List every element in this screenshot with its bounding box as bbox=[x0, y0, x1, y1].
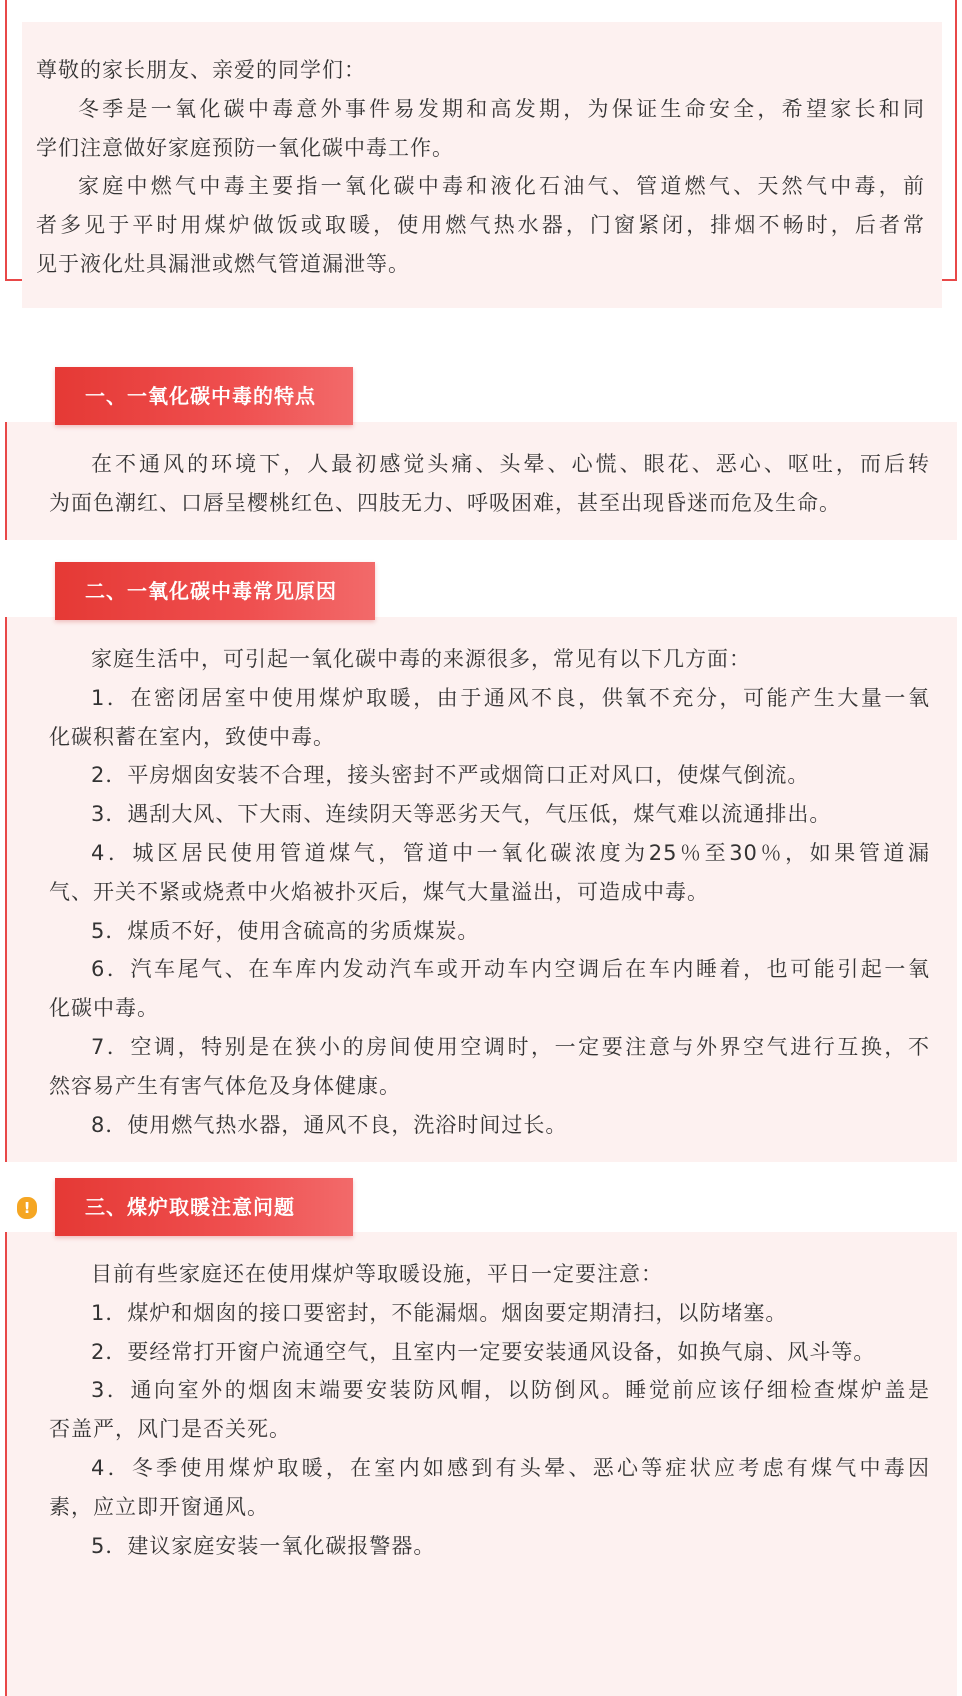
section-2-paragraph-7-line-1: 6．汽车尾气、在车库内发动汽车或开动车内空调后在车内睡着，也可能引起一氧 bbox=[91, 957, 930, 982]
section-3-paragraph-3-line-1: 2．要经常打开窗户流通空气，且室内一定要安装通风设备，如换气扇、风斗等。 bbox=[91, 1339, 876, 1364]
intro-paragraph-2-line-3: 见于液化灶具漏泄或燃气管道漏泄等。 bbox=[36, 251, 410, 276]
section-2-paragraph-2-line-2: 化碳积蓄在室内，致使中毒。 bbox=[49, 724, 335, 749]
section-1-paragraph-1-line-1: 在不通风的环境下，人最初感觉头痛、头晕、心慌、眼花、恶心、呕吐，而后转 bbox=[91, 452, 930, 476]
intro-paragraph-1-line-1: 冬季是一氧化碳中毒意外事件易发期和高发期，为保证生命安全，希望家长和同 bbox=[78, 96, 925, 121]
section-3-paragraph-4-line-2: 否盖严，风门是否关死。 bbox=[49, 1417, 291, 1442]
intro-paragraph-2-line-2: 者多见于平时用煤炉做饭或取暖，使用燃气热水器，门窗紧闭，排烟不畅时，后者常 bbox=[36, 213, 925, 238]
section-1-paragraph-1-line-2: 为面色潮红、口唇呈樱桃红色、四肢无力、呼吸困难，甚至出现昏迷而危及生命。 bbox=[49, 490, 841, 515]
section-2-title: 二、一氧化碳中毒常见原因 bbox=[55, 562, 375, 620]
frame-line-right bbox=[955, 0, 957, 281]
section-2-paragraph-8-line-2: 然容易产生有害气体危及身体健康。 bbox=[49, 1073, 401, 1098]
greeting: 尊敬的家长朋友、亲爱的同学们： bbox=[36, 58, 366, 82]
section-2-body bbox=[5, 617, 957, 1162]
section-3-paragraph-5-line-2: 素，应立即开窗通风。 bbox=[49, 1494, 269, 1519]
section-2-paragraph-1-line-1: 家庭生活中，可引起一氧化碳中毒的来源很多，常见有以下几方面： bbox=[91, 647, 751, 671]
section-2-paragraph-8-line-1: 7．空调，特别是在狭小的房间使用空调时，一定要注意与外界空气进行互换，不 bbox=[91, 1034, 930, 1059]
section-3-paragraph-6-line-1: 5．建议家庭安装一氧化碳报警器。 bbox=[91, 1533, 436, 1558]
section-2-paragraphs bbox=[49, 640, 930, 1144]
section-2-paragraph-3-line-1: 2．平房烟囱安装不合理，接头密封不严或烟筒口正对风口，使煤气倒流。 bbox=[91, 763, 810, 788]
intro-paragraph-1-line-2: 学们注意做好家庭预防一氧化碳中毒工作。 bbox=[36, 135, 454, 160]
section-1-title: 一、一氧化碳中毒的特点 bbox=[55, 367, 353, 425]
intro-paragraph-2-line-1: 家庭中燃气中毒主要指一氧化碳中毒和液化石油气、管道燃气、天然气中毒，前 bbox=[78, 174, 925, 199]
frame-line-left-foot bbox=[5, 279, 22, 281]
warning-icon: ! bbox=[17, 1197, 37, 1219]
section-2-paragraph-5-line-1: 4．城区居民使用管道煤气，管道中一氧化碳浓度为25％至30％，如果管道漏 bbox=[91, 840, 930, 865]
section-3-paragraph-4-line-1: 3．通向室外的烟囱末端要安装防风帽，以防倒风。睡觉前应该仔细检查煤炉盖是 bbox=[91, 1378, 930, 1403]
section-3-paragraph-5-line-1: 4．冬季使用煤炉取暖，在室内如感到有头晕、恶心等症状应考虑有煤气中毒因 bbox=[91, 1455, 930, 1480]
intro-panel bbox=[22, 22, 942, 308]
section-2-paragraph-5-line-2: 气、开关不紧或烧煮中火焰被扑灭后，煤气大量溢出，可造成中毒。 bbox=[49, 879, 709, 904]
section-2-paragraph-4-line-1: 3．遇刮大风、下大雨、连续阴天等恶劣天气，气压低，煤气难以流通排出。 bbox=[91, 802, 832, 827]
section-3-title: 三、煤炉取暖注意问题 bbox=[55, 1178, 353, 1236]
frame-line-left bbox=[5, 0, 7, 281]
section-2-paragraph-9-line-1: 8．使用燃气热水器，通风不良，洗浴时间过长。 bbox=[91, 1112, 568, 1137]
section-2-paragraph-7-line-2: 化碳中毒。 bbox=[49, 996, 159, 1021]
section-3-paragraph-2-line-1: 1．煤炉和烟囱的接口要密封，不能漏烟。烟囱要定期清扫，以防堵塞。 bbox=[91, 1300, 788, 1325]
section-1-body bbox=[5, 422, 957, 540]
section-3-paragraphs bbox=[49, 1255, 930, 1565]
intro-paragraphs bbox=[36, 90, 925, 284]
section-3-body bbox=[5, 1232, 957, 1696]
frame-line-right-foot bbox=[942, 279, 957, 281]
section-1-paragraphs bbox=[49, 445, 930, 523]
section-2-paragraph-2-line-1: 1．在密闭居室中使用煤炉取暖，由于通风不良，供氧不充分，可能产生大量一氧 bbox=[91, 685, 930, 710]
section-3-paragraph-1-line-1: 目前有些家庭还在使用煤炉等取暖设施，平日一定要注意： bbox=[91, 1262, 663, 1286]
section-2-paragraph-6-line-1: 5．煤质不好，使用含硫高的劣质煤炭。 bbox=[91, 918, 480, 943]
